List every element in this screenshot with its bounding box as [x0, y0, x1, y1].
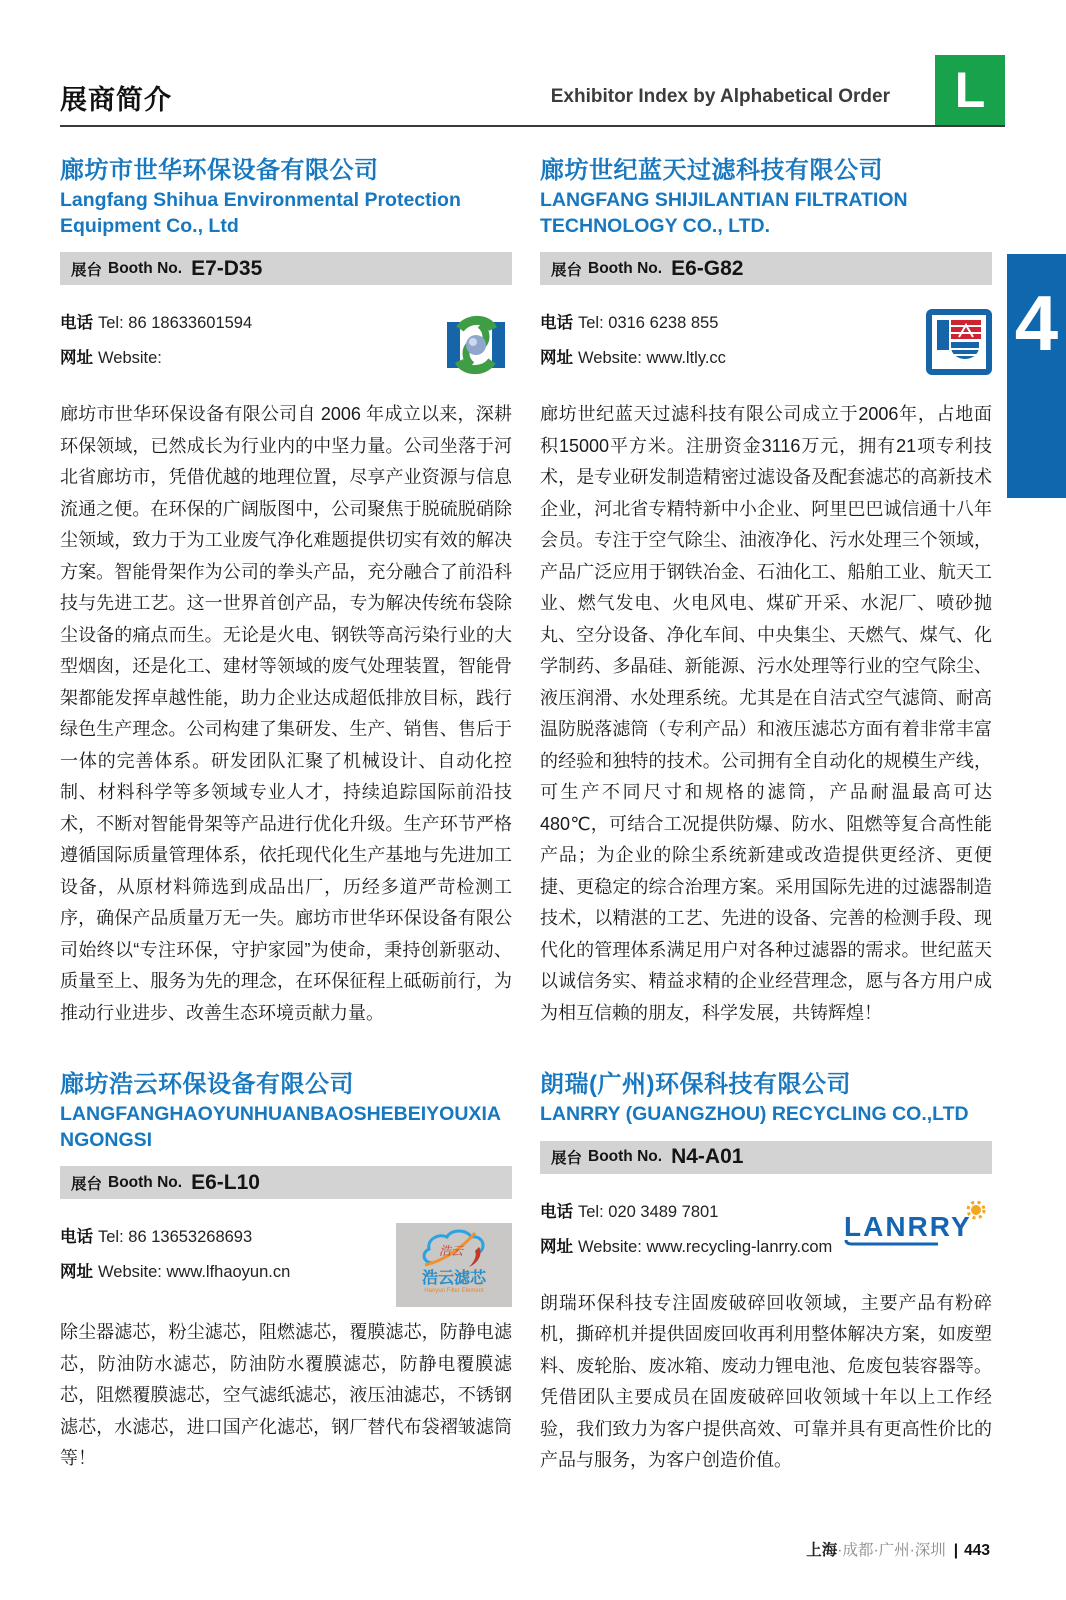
booth-label-cn: 展台 — [71, 1175, 103, 1193]
company-name-en: LANGFANG SHIJILANTIAN FILTRATION TECHNOLOGY CO., LTD. — [540, 189, 908, 237]
shijilantian-company-logo-icon — [926, 309, 992, 380]
website-link[interactable]: www.ltly.cc — [646, 349, 726, 368]
booth-bar — [540, 252, 992, 285]
page-title-cn: 展商简介 — [60, 85, 172, 115]
header-divider — [60, 125, 1005, 127]
booth-number: E6-L10 — [191, 1170, 260, 1194]
booth-bar — [60, 1166, 512, 1199]
website-label-en: Website: — [578, 349, 642, 368]
tel-label-en: Tel: — [578, 1202, 604, 1221]
tel-label-cn: 电话 — [60, 1228, 93, 1247]
booth-label-en: Booth No. — [108, 1173, 183, 1191]
tel-label-cn: 电话 — [540, 314, 573, 333]
exhibitor-card-lanrry — [540, 1064, 992, 1477]
tel-label-en: Tel: — [98, 314, 124, 333]
tel-line — [540, 1198, 832, 1222]
website-link[interactable]: www.recycling-lanrry.com — [646, 1237, 833, 1256]
footer-divider: | — [953, 1542, 959, 1559]
booth-bar — [60, 252, 512, 285]
booth-number: E6-G82 — [671, 256, 744, 280]
page-number: 443 — [964, 1542, 990, 1559]
footer-city-primary: 上海 — [806, 1542, 838, 1559]
booth-number: N4-A01 — [671, 1145, 744, 1169]
haoyun-logo-script: 浩云 — [439, 1244, 464, 1259]
contact-block — [540, 1198, 992, 1278]
footer-cities: ·成都·广州·深圳 — [837, 1542, 946, 1559]
company-name-cn: 廊坊世纪蓝天过滤科技有限公司 — [540, 157, 883, 184]
tel-value: 0316 6238 855 — [608, 314, 719, 333]
contact-block — [540, 309, 992, 389]
contact-block — [60, 1223, 512, 1307]
exhibitor-card-shijilantian — [540, 150, 992, 1029]
tel-line — [60, 309, 252, 333]
company-description: 除尘器滤芯，粉尘滤芯，阻燃滤芯，覆膜滤芯，防静电滤芯，防油防水滤芯，防油防水覆膜滤芯，防静电覆膜滤芯，阻燃覆膜滤芯，空气滤纸滤芯，液压油滤芯，不锈钢滤芯，水滤芯，进口国产化滤芯，钢厂替代布袋褶皱滤筒等！ — [60, 1322, 512, 1469]
website-label-cn: 网址 — [540, 1237, 573, 1256]
exhibitor-card-haoyun — [60, 1064, 512, 1475]
website-label-en: Website: — [98, 1263, 162, 1282]
website-label-cn: 网址 — [60, 1263, 93, 1282]
tel-label-en: Tel: — [98, 1228, 124, 1247]
haoyun-company-logo-icon — [396, 1223, 512, 1307]
page-footer — [60, 1538, 990, 1560]
booth-label-en: Booth No. — [588, 1148, 663, 1166]
website-line — [60, 344, 252, 368]
company-name-cn: 朗瑞(广州)环保科技有限公司 — [540, 1071, 851, 1098]
website-label-cn: 网址 — [60, 349, 93, 368]
tel-label-cn: 电话 — [540, 1202, 573, 1221]
company-name-cn: 廊坊浩云环保设备有限公司 — [60, 1071, 354, 1098]
booth-label-cn: 展台 — [71, 261, 103, 279]
tel-label-en: Tel: — [578, 314, 604, 333]
booth-number: E7-D35 — [191, 256, 263, 280]
section-tab[interactable] — [1007, 254, 1066, 498]
website-link[interactable]: www.lfhaoyun.cn — [166, 1263, 291, 1282]
company-description: 廊坊世纪蓝天过滤科技有限公司成立于2006年，占地面积15000平方米。注册资金3116万元，拥有21项专利技术，是专业研发制造精密过滤设备及配套滤芯的高新技术企业，河北省专精特新中小企业、阿里巴巴诚信通十八年会员。专注于空气除尘、油液净化、污水处理三个领域，产品广泛应用于钢铁冶金、石油化工、船舶工业、航天工业、燃气发电、火电风电、煤矿开采、水泥厂、喷砂抛丸、空分设备、净化车间、中央集尘、天燃气、煤气、化学制药、多晶硅、新能源、污水处理等行业的空气除尘、液压润滑、水处理系统。尤其是在自洁式空气滤筒、耐高温防脱落滤筒（专利产品）和液压滤芯方面有着非常丰富的经验和独特的技术。公司拥有全自动化的规模生产线，可生产不同尺寸和规格的滤筒，产品耐温最高可达480℃，可结合工况提供防爆、防水、阻燃等复合高性能产品；为企业的除尘系统新建或改造提供更经济、更便捷、更稳定的综合治理方案。采用国际先进的过滤器制造技术，以精湛的工艺、先进的设备、完善的检测手段、现代化的管理体系满足用户对各种过滤器的需求。世纪蓝天以诚信务实、精益求精的企业经营理念，愿与各方用户成为相互信赖的朋友，科学发展，共铸辉煌！ — [540, 404, 992, 1023]
company-name-en: Langfang Shihua Environmental Protection Equipment Co., Ltd — [60, 189, 461, 237]
tel-value: 020 3489 7801 — [608, 1202, 719, 1221]
alphabet-index-badge — [935, 55, 1005, 125]
exhibitor-card-shihua — [60, 150, 512, 1029]
alphabet-letter: L — [954, 62, 986, 118]
booth-label-cn: 展台 — [551, 261, 583, 279]
shihua-company-logo-icon — [440, 309, 512, 386]
booth-bar — [540, 1141, 992, 1174]
lanrry-logo-wordmark: LANRRY — [844, 1210, 972, 1242]
website-line — [540, 344, 726, 368]
company-name-en: LANGFANGHAOYUNHUANBAOSHEBEIYOUXIANGONGSI — [60, 1103, 501, 1151]
haoyun-logo-title: 浩云滤芯 — [421, 1270, 486, 1288]
website-label-cn: 网址 — [540, 349, 573, 368]
website-label-en: Website: — [98, 349, 162, 368]
haoyun-logo-subtitle: Haoyun Filter Element — [424, 1288, 484, 1295]
tel-line — [60, 1223, 290, 1247]
tel-value: 86 18633601594 — [128, 314, 253, 333]
contact-block — [60, 309, 512, 389]
tel-label-cn: 电话 — [60, 314, 93, 333]
tel-value: 86 13653268693 — [128, 1228, 253, 1247]
section-tab-number: 4 — [1014, 279, 1059, 367]
website-line — [60, 1258, 290, 1282]
company-name-cn: 廊坊市世华环保设备有限公司 — [60, 157, 379, 184]
booth-label-en: Booth No. — [108, 259, 183, 277]
lanrry-company-logo-icon — [840, 1198, 992, 1253]
website-line — [540, 1233, 832, 1257]
website-label-en: Website: — [578, 1237, 642, 1256]
booth-label-en: Booth No. — [588, 259, 663, 277]
page-title-en: Exhibitor Index by Alphabetical Order — [550, 86, 890, 107]
company-description: 廊坊市世华环保设备有限公司自 2006 年成立以来，深耕环保领域，已然成长为行业内的中坚力量。公司坐落于河北省廊坊市，凭借优越的地理位置，尽享产业资源与信息流通之便。在环保的广阔版图中，公司聚焦于脱硫脱硝除尘领域，致力于为工业废气净化难题提供切实有效的解决方案。智能骨架作为公司的拳头产品，充分融合了前沿科技与先进工艺。这一世界首创产品，专为解决传统布袋除尘设备的痛点而生。无论是火电、钢铁等高污染行业的大型烟囱，还是化工、建材等领域的废气处理装置，智能骨架都能发挥卓越性能，助力企业达成超低排放目标，践行绿色生产理念。公司构建了集研发、生产、销售、售后于一体的完善体系。研发团队汇聚了机械设计、自动化控制、材料科学等多领域专业人才，持续追踪国际前沿技术，不断对智能骨架等产品进行优化升级。生产环节严格遵循国际质量管理体系，依托现代化生产基地与先进加工设备，从原材料筛选到成品出厂，历经多道严苛检测工序，确保产品质量万无一失。廊坊市世华环保设备有限公司始终以“专注环保，守护家园”为使命，秉持创新驱动、质量至上、服务为先的理念，在环保征程上砥砺前行，为推动行业进步、改善生态环境贡献力量。 — [60, 404, 512, 1023]
booth-label-cn: 展台 — [551, 1150, 583, 1168]
company-description: 朗瑞环保科技专注固废破碎回收领域，主要产品有粉碎机，撕碎机并提供固废回收再利用整体解决方案，如废塑料、废轮胎、废冰箱、废动力锂电池、危废包装容器等。凭借团队主要成员在固废破碎回收领域十年以上工作经验，我们致力为客户提供高效、可靠并具有更高性价比的产品与服务，为客户创造价值。 — [540, 1292, 992, 1471]
company-name-en: LANRRY (GUANGZHOU) RECYCLING CO.,LTD — [540, 1103, 969, 1125]
tel-line — [540, 309, 726, 333]
